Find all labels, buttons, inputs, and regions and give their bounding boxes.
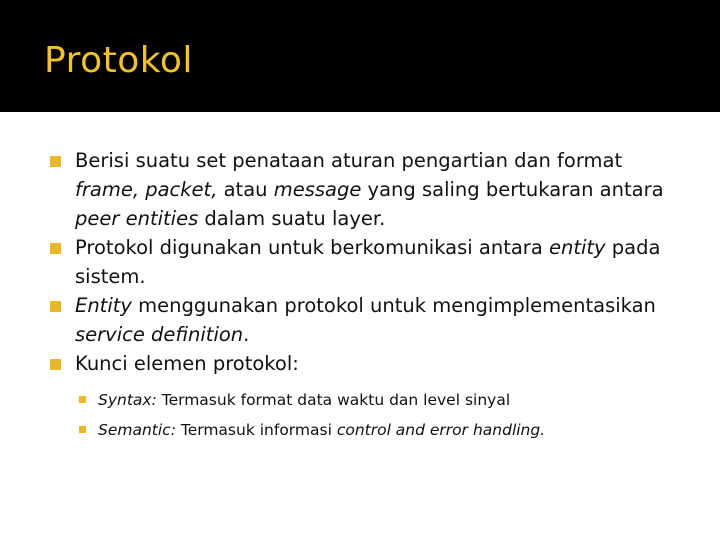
sub-bullet-text-italic: Semantic: — [98, 421, 176, 439]
bullet-text-italic: service definition — [75, 323, 244, 346]
sub-bullet-square-icon — [79, 396, 86, 403]
sub-bullet-text-italic: control and error handling. — [336, 421, 546, 439]
bullet-text: menggunakan protokol untuk mengimplementasikan — [131, 294, 656, 317]
bullet-text-italic: entity — [548, 236, 606, 259]
bullet-square-icon — [50, 301, 61, 312]
sub-bullet-text: Termasuk format data waktu dan level sinyal — [156, 391, 511, 409]
sub-bullet-text: Termasuk informasi — [175, 421, 337, 439]
bullet-square-icon — [50, 243, 61, 254]
bullet-text: Protokol digunakan untuk berkomunikasi antara — [75, 236, 549, 259]
slide-title: Protokol — [44, 40, 193, 81]
bullet-text-italic: message — [273, 178, 362, 201]
bullet-text: . — [243, 323, 250, 346]
bullet-2 — [50, 233, 690, 291]
bullet-4 — [50, 349, 690, 378]
sub-bullet-2 — [50, 419, 690, 441]
bullet-text: pada sistem. — [75, 236, 661, 288]
bullet-text: dalam suatu layer. — [198, 207, 386, 230]
bullet-square-icon — [50, 156, 61, 167]
bullet-text-italic: frame, packet, — [75, 178, 218, 201]
bullet-text-italic: Entity — [75, 294, 132, 317]
bullet-text: yang saling bertukaran antara — [361, 178, 664, 201]
sub-bullet-1 — [50, 389, 690, 411]
bullet-text: Berisi suatu set penataan aturan pengartian dan format — [75, 149, 623, 172]
bullet-text: Kunci elemen protokol: — [75, 352, 299, 375]
bullet-text: atau — [217, 178, 274, 201]
bullet-1 — [50, 146, 690, 233]
sub-bullet-square-icon — [79, 426, 86, 433]
slide-content — [50, 146, 690, 441]
bullet-text-italic: peer entities — [75, 207, 199, 230]
sub-bullet-text-italic: Syntax: — [98, 391, 157, 409]
title-bar — [0, 0, 720, 112]
bullet-3 — [50, 291, 690, 349]
bullet-square-icon — [50, 359, 61, 370]
